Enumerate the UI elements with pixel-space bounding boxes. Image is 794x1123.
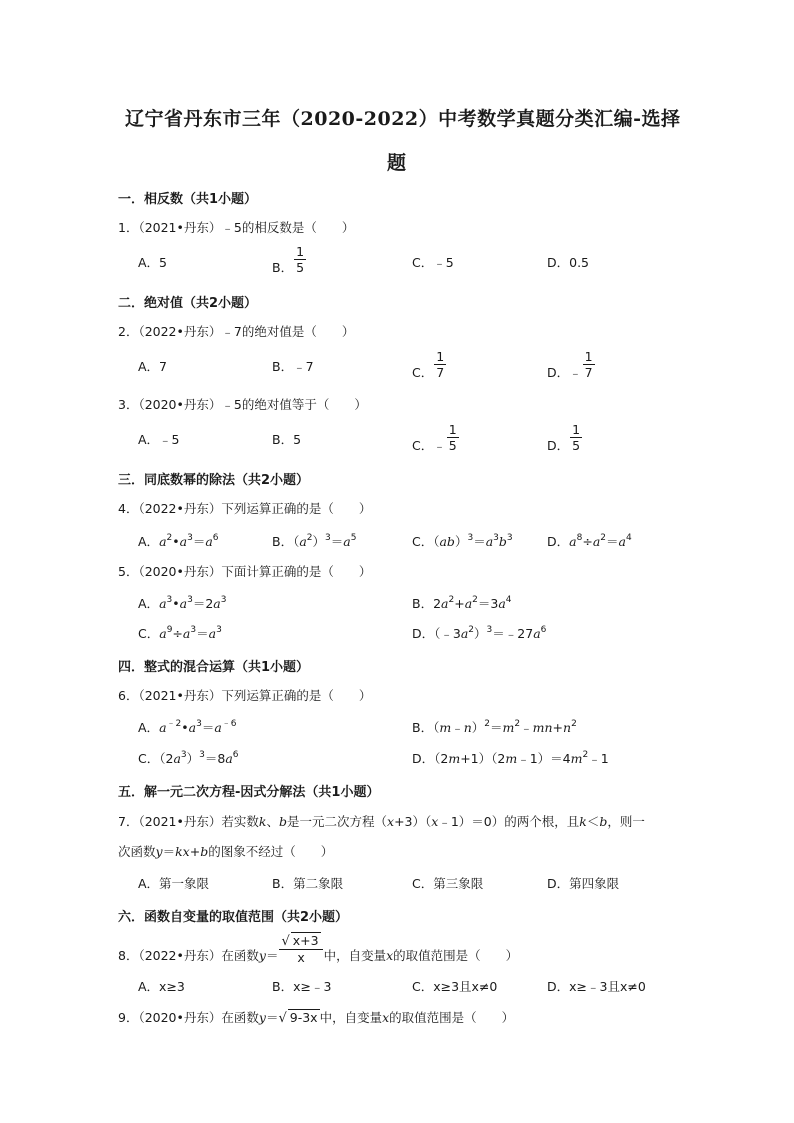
- option-b: B．$(m﹣n)^2=m^2﹣mn+n^2$: [412, 719, 577, 735]
- option-d: D．$a^8\div a^2=a^4$: [547, 533, 632, 549]
- option-a: A．$a^2•a^3=a^6$: [138, 533, 219, 549]
- question-stem: 6．（2021•丹东）下列运算正确的是（ ）: [118, 688, 372, 703]
- option-b: B． $\frac{1}{5}$: [272, 244, 305, 275]
- document-title-continuation: 题: [387, 152, 407, 174]
- option-a: A．$a^3•a^3=2a^3$: [138, 595, 227, 611]
- section-heading: 六．函数自变量的取值范围（共2小题）: [118, 910, 349, 925]
- option-a: A．$a^{﹣2}•a^3=a^{﹣6}$: [138, 719, 237, 735]
- question-stem: 5．（2020•丹东）下面计算正确的是（ ）: [118, 564, 372, 579]
- question-stem: 3．（2020•丹东）﹣5的绝对值等于（ ）: [118, 397, 367, 412]
- option-b: B．第二象限: [272, 876, 344, 891]
- option-c: C．$(ab)^3=a^3b^3$: [412, 533, 513, 549]
- option-d: D．$(﹣3a^2)^3=﹣27a^6$: [412, 625, 547, 641]
- question-stem: 4．（2022•丹东）下列运算正确的是（ ）: [118, 501, 372, 516]
- option-c: C．x≥3且x≠0: [412, 979, 498, 994]
- option-c: C．$a^9\div a^3=a^3$: [138, 625, 222, 641]
- option-b: B．$2a^2+a^2=3a^4$: [412, 595, 512, 611]
- option-b: B．5: [272, 432, 302, 447]
- option-d: D． $\frac{1}{5}$: [547, 422, 581, 453]
- option-d: D．0.5: [547, 255, 590, 270]
- option-a: A．﹣5: [138, 432, 180, 447]
- option-b: B．﹣7: [272, 359, 314, 374]
- option-c: C．﹣ $\frac{1}{5}$: [412, 422, 457, 453]
- question-stem-continuation: 次函数y＝kx+b的图象不经过（ ）: [118, 844, 334, 859]
- option-d: D．﹣ $\frac{1}{7}$: [547, 349, 593, 380]
- option-c: C．$(2a^3)^3=8a^6$: [138, 750, 239, 766]
- question-stem: 1．（2021•丹东）﹣5的相反数是（ ）: [118, 220, 355, 235]
- option-c: C． $\frac{1}{7}$: [412, 349, 445, 380]
- document-title: 辽宁省丹东市三年（2020-2022）中考数学真题分类汇编-选择: [125, 108, 681, 130]
- option-c: C．第三象限: [412, 876, 484, 891]
- option-a: A．5: [138, 255, 168, 270]
- option-a: A．7: [138, 359, 168, 374]
- option-d: D．$(2m+1)(2m﹣1)=4m^2﹣1$: [412, 750, 609, 766]
- option-d: D．x≥﹣3且x≠0: [547, 979, 646, 994]
- question-stem: 8．（2022•丹东）在函数y＝ $\frac{√ x+3}{x}$ 中，自变量x的取值范围是（ ）: [118, 933, 519, 965]
- option-a: A．第一象限: [138, 876, 210, 891]
- question-stem: 7．（2021•丹东）若实数k、b是一元二次方程（x+3）（x﹣1）＝0）的两个根，且k＜b，则一: [118, 814, 645, 829]
- option-d: D．第四象限: [547, 876, 620, 891]
- option-b: B．x≥﹣3: [272, 979, 332, 994]
- option-a: A．x≥3: [138, 979, 185, 994]
- section-heading: 一．相反数（共1小题）: [118, 192, 258, 207]
- section-heading: 五．解一元二次方程-因式分解法（共1小题）: [118, 785, 380, 800]
- section-heading: 二．绝对值（共2小题）: [118, 296, 258, 311]
- option-c: C．﹣5: [412, 255, 454, 270]
- section-heading: 三．同底数幂的除法（共2小题）: [118, 473, 310, 488]
- question-stem: 2．（2022•丹东）﹣7的绝对值是（ ）: [118, 324, 355, 339]
- question-stem: 9．（2020•丹东）在函数y＝√ 9-3x 中，自变量x的取值范围是（ ）: [118, 1010, 515, 1026]
- option-b: B．$(a^2)^3=a^5$: [272, 533, 357, 549]
- section-heading: 四．整式的混合运算（共1小题）: [118, 660, 310, 675]
